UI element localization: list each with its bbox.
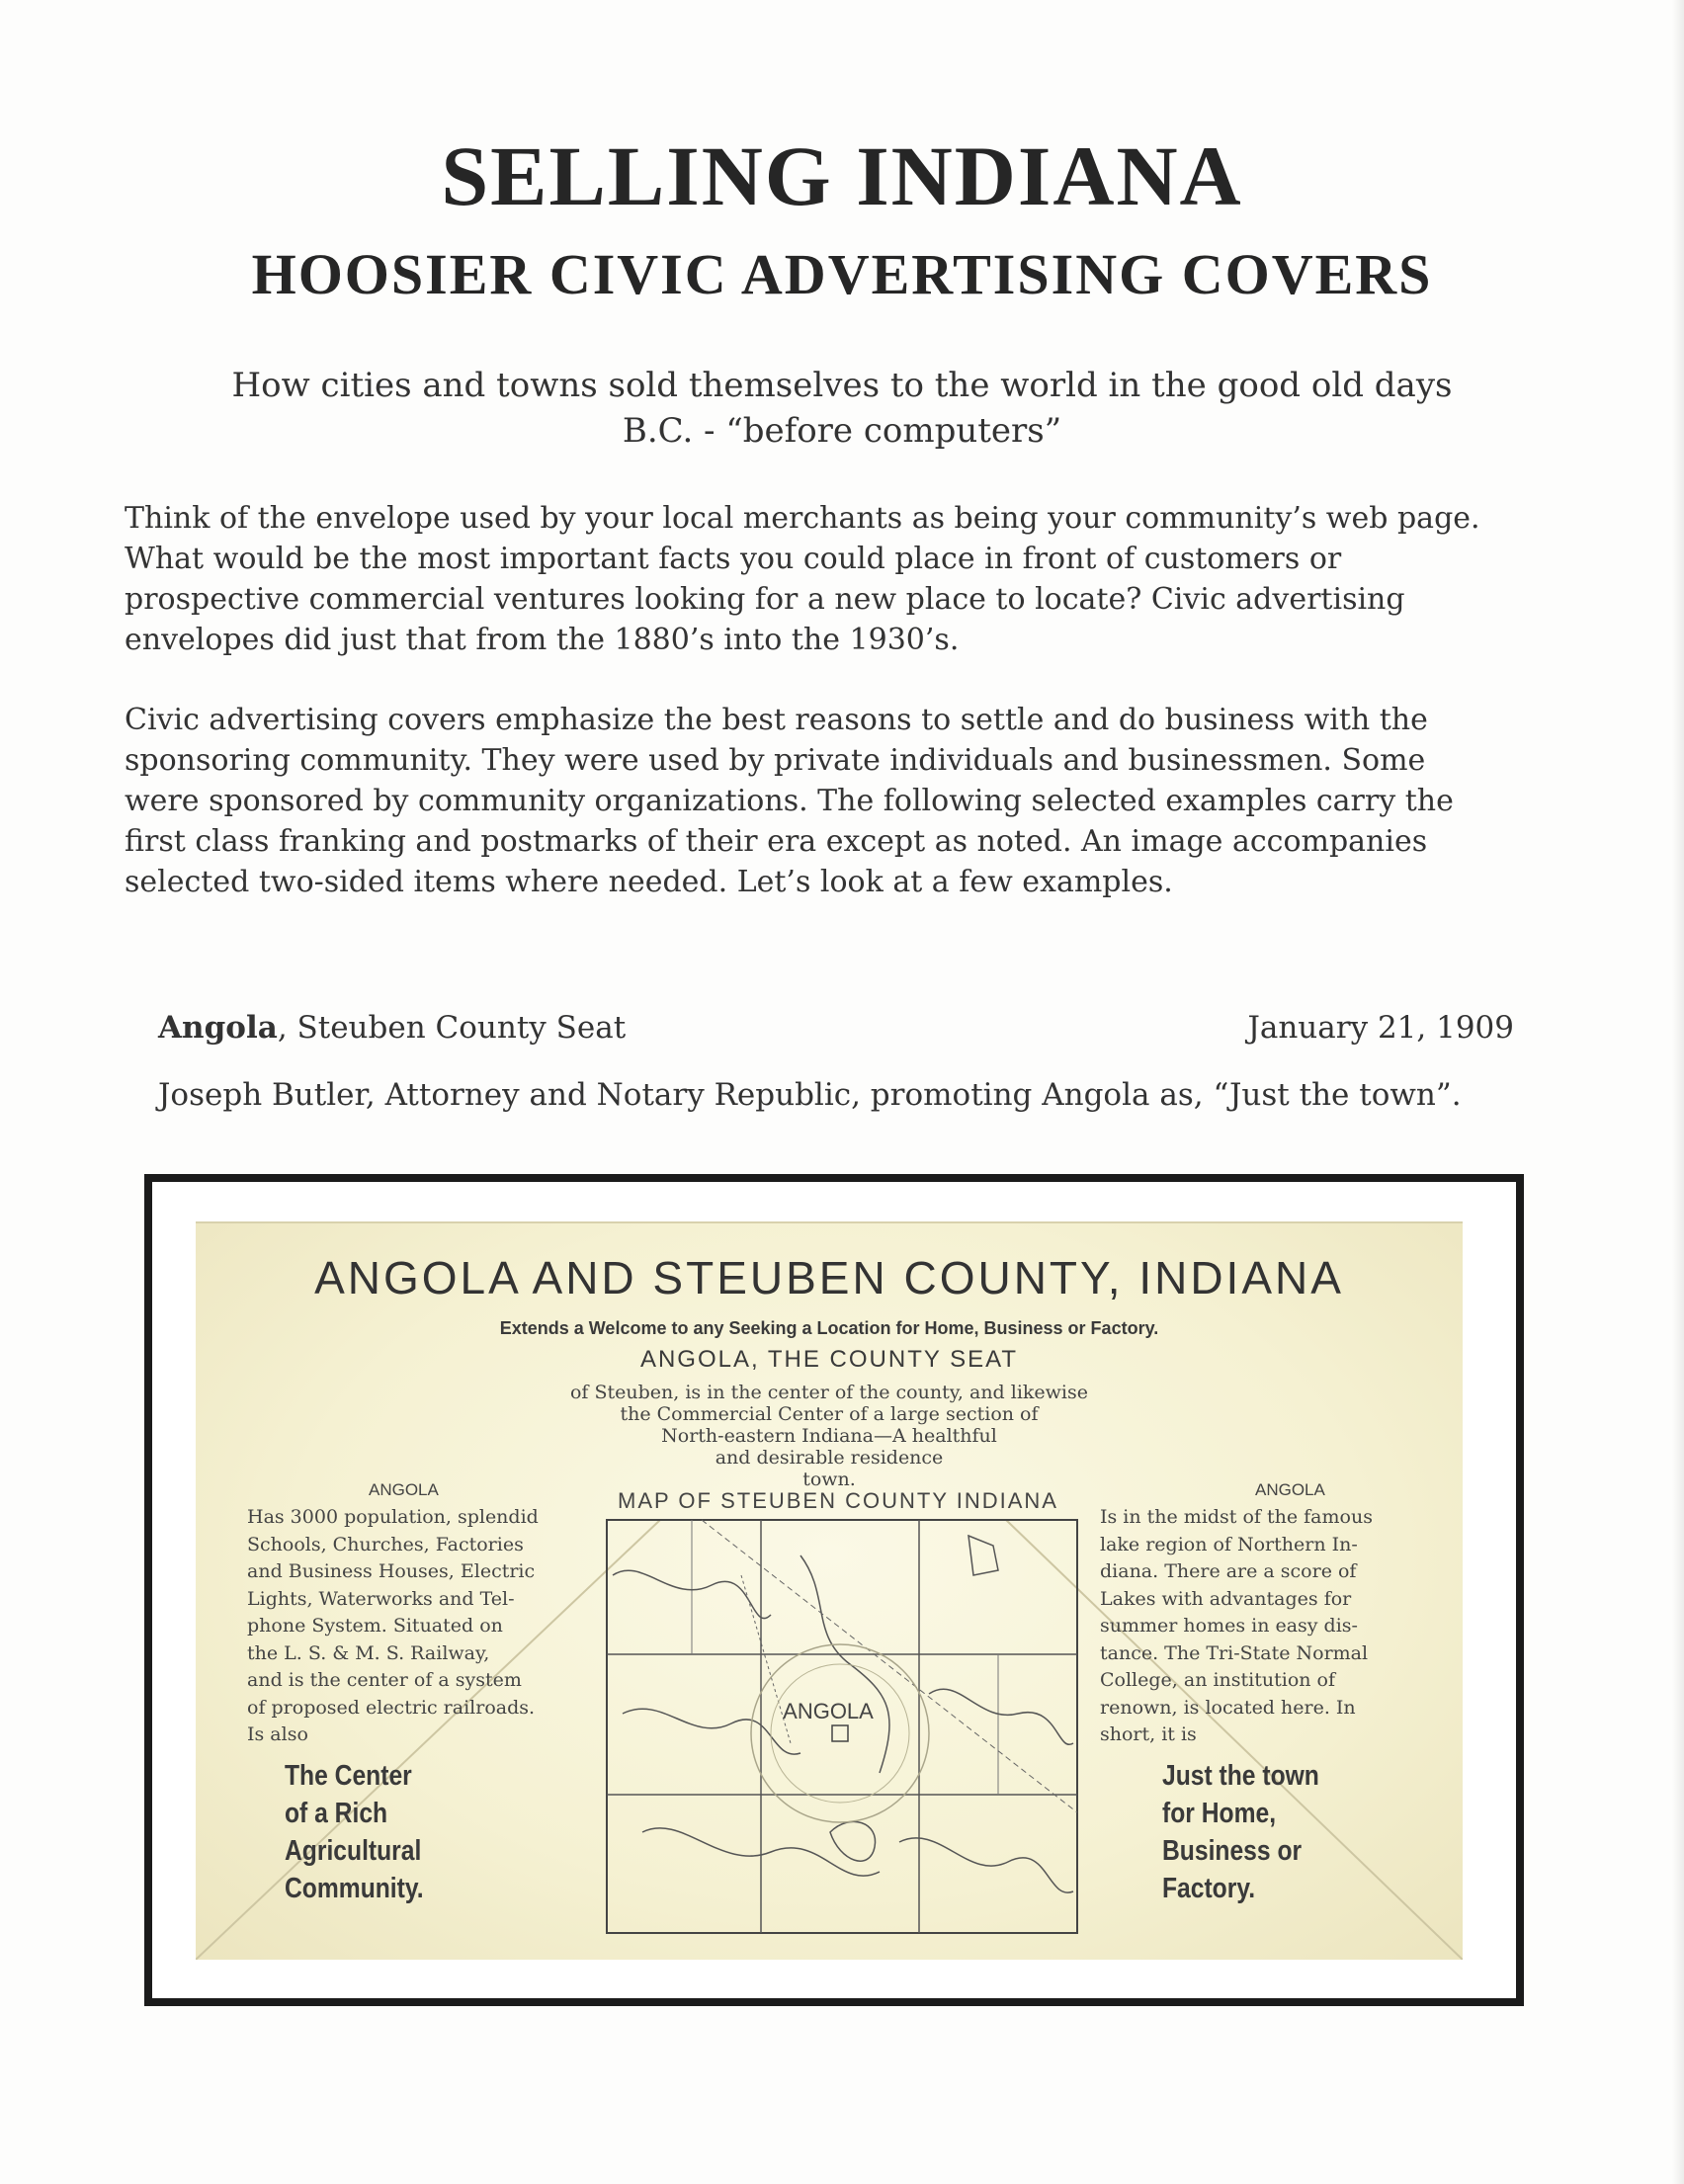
left-text-line: phone System. Situated on	[247, 1615, 503, 1637]
page-edge-shadow	[1672, 0, 1684, 2184]
center-text-line: town.	[802, 1469, 856, 1490]
left-text-line: the L. S. & M. S. Railway,	[247, 1641, 490, 1664]
paragraph-line: envelopes did just that from the 1880’s into the 1930’s.	[125, 623, 960, 657]
right-text-line: summer homes in easy dis-	[1100, 1615, 1358, 1637]
slogan-line: Factory.	[1162, 1873, 1256, 1904]
page-title: SELLING INDIANA	[441, 128, 1243, 223]
center-text-line: the Commercial Center of a large section of	[620, 1403, 1039, 1425]
left-text-line: Lights, Waterworks and Tel-	[247, 1587, 515, 1610]
intro-paragraph-2	[125, 700, 1587, 902]
right-column-text	[1100, 1504, 1451, 1749]
slogan-line: of a Rich	[285, 1798, 388, 1829]
left-column-text	[247, 1504, 613, 1749]
right-column-heading: ANGOLA	[1255, 1480, 1325, 1499]
paragraph-line: prospective commercial ventures looking for a new place to locate? Civic advertising	[125, 582, 1405, 617]
right-text-line: renown, is located here. In	[1100, 1696, 1356, 1719]
page-subtitle: HOOSIER CIVIC ADVERTISING COVERS	[251, 242, 1433, 306]
slogan-line: Agricultural	[285, 1835, 422, 1867]
map-town-label: ANGOLA	[783, 1699, 874, 1723]
paragraph-line: Think of the envelope used by your local merchants as being your community’s web page.	[125, 501, 1480, 536]
slogan-line: Just the town	[1162, 1760, 1319, 1792]
map-caption: MAP OF STEUBEN COUNTY INDIANA	[618, 1488, 1058, 1513]
entry-description: Joseph Butler, Attorney and Notary Republic, promoting Angola as, “Just the town”.	[158, 1077, 1462, 1113]
envelope-cover-image	[196, 1221, 1463, 1960]
county-map	[603, 1516, 1081, 1937]
left-text-line: Has 3000 population, splendid	[247, 1506, 539, 1528]
entry-place-name: Angola	[158, 1010, 278, 1046]
left-text-line: and Business Houses, Electric	[247, 1560, 536, 1582]
paragraph-line: Civic advertising covers emphasize the best reasons to settle and do business with the	[125, 703, 1428, 737]
entry-place-suffix: , Steuben County Seat	[277, 1010, 627, 1046]
entry-date: January 21, 1909	[1247, 1010, 1514, 1046]
tagline-line-2: B.C. - “before computers”	[622, 411, 1062, 451]
right-text-line: lake region of Northern In-	[1100, 1533, 1358, 1555]
left-text-line: and is the center of a system	[247, 1669, 522, 1691]
right-text-line: Lakes with advantages for	[1100, 1587, 1352, 1610]
slogan-line: for Home,	[1162, 1798, 1277, 1829]
right-text-line: diana. There are a score of	[1100, 1560, 1357, 1582]
paragraph-line: sponsoring community. They were used by private individuals and businessmen. Some	[125, 743, 1426, 778]
paragraph-line: first class franking and postmarks of their era except as noted. An image accompanies	[125, 824, 1428, 859]
center-text-line: and desirable residence	[715, 1447, 944, 1469]
right-text-line: College, an institution of	[1100, 1669, 1336, 1691]
left-text-line: of proposed electric railroads.	[247, 1696, 536, 1719]
center-text-line: North-eastern Indiana—A healthful	[661, 1425, 997, 1447]
right-slogan	[1162, 1757, 1319, 1907]
left-text-line: Is also	[247, 1723, 308, 1745]
envelope-county-seat: ANGOLA, THE COUNTY SEAT	[639, 1346, 1019, 1373]
envelope-center-text	[196, 1382, 1463, 1490]
intro-paragraph-1	[125, 498, 1587, 660]
right-text-line: short, it is	[1100, 1723, 1197, 1745]
envelope-title: ANGOLA AND STEUBEN COUNTY, INDIANA	[314, 1252, 1344, 1303]
paragraph-line: were sponsored by community organizations. The following selected examples carry the	[125, 784, 1454, 818]
slogan-line: The Center	[285, 1760, 412, 1792]
right-text-line: tance. The Tri-State Normal	[1100, 1641, 1369, 1664]
entry-place	[158, 1010, 626, 1046]
left-text-line: Schools, Churches, Factories	[247, 1533, 524, 1555]
left-column-heading: ANGOLA	[369, 1480, 439, 1499]
envelope-welcome: Extends a Welcome to any Seeking a Location for Home, Business or Factory.	[499, 1318, 1159, 1338]
left-slogan	[285, 1757, 424, 1907]
center-text-line: of Steuben, is in the center of the county, and likewise	[569, 1382, 1089, 1403]
tagline-line-1: How cities and towns sold themselves to the world in the good old days	[231, 366, 1453, 405]
right-text-line: Is in the midst of the famous	[1100, 1506, 1373, 1528]
paragraph-line: What would be the most important facts you could place in front of customers or	[125, 542, 1342, 576]
slogan-line: Community.	[285, 1873, 424, 1904]
paragraph-line: selected two-sided items where needed. Let’s look at a few examples.	[125, 865, 1173, 899]
slogan-line: Business or	[1162, 1835, 1303, 1867]
